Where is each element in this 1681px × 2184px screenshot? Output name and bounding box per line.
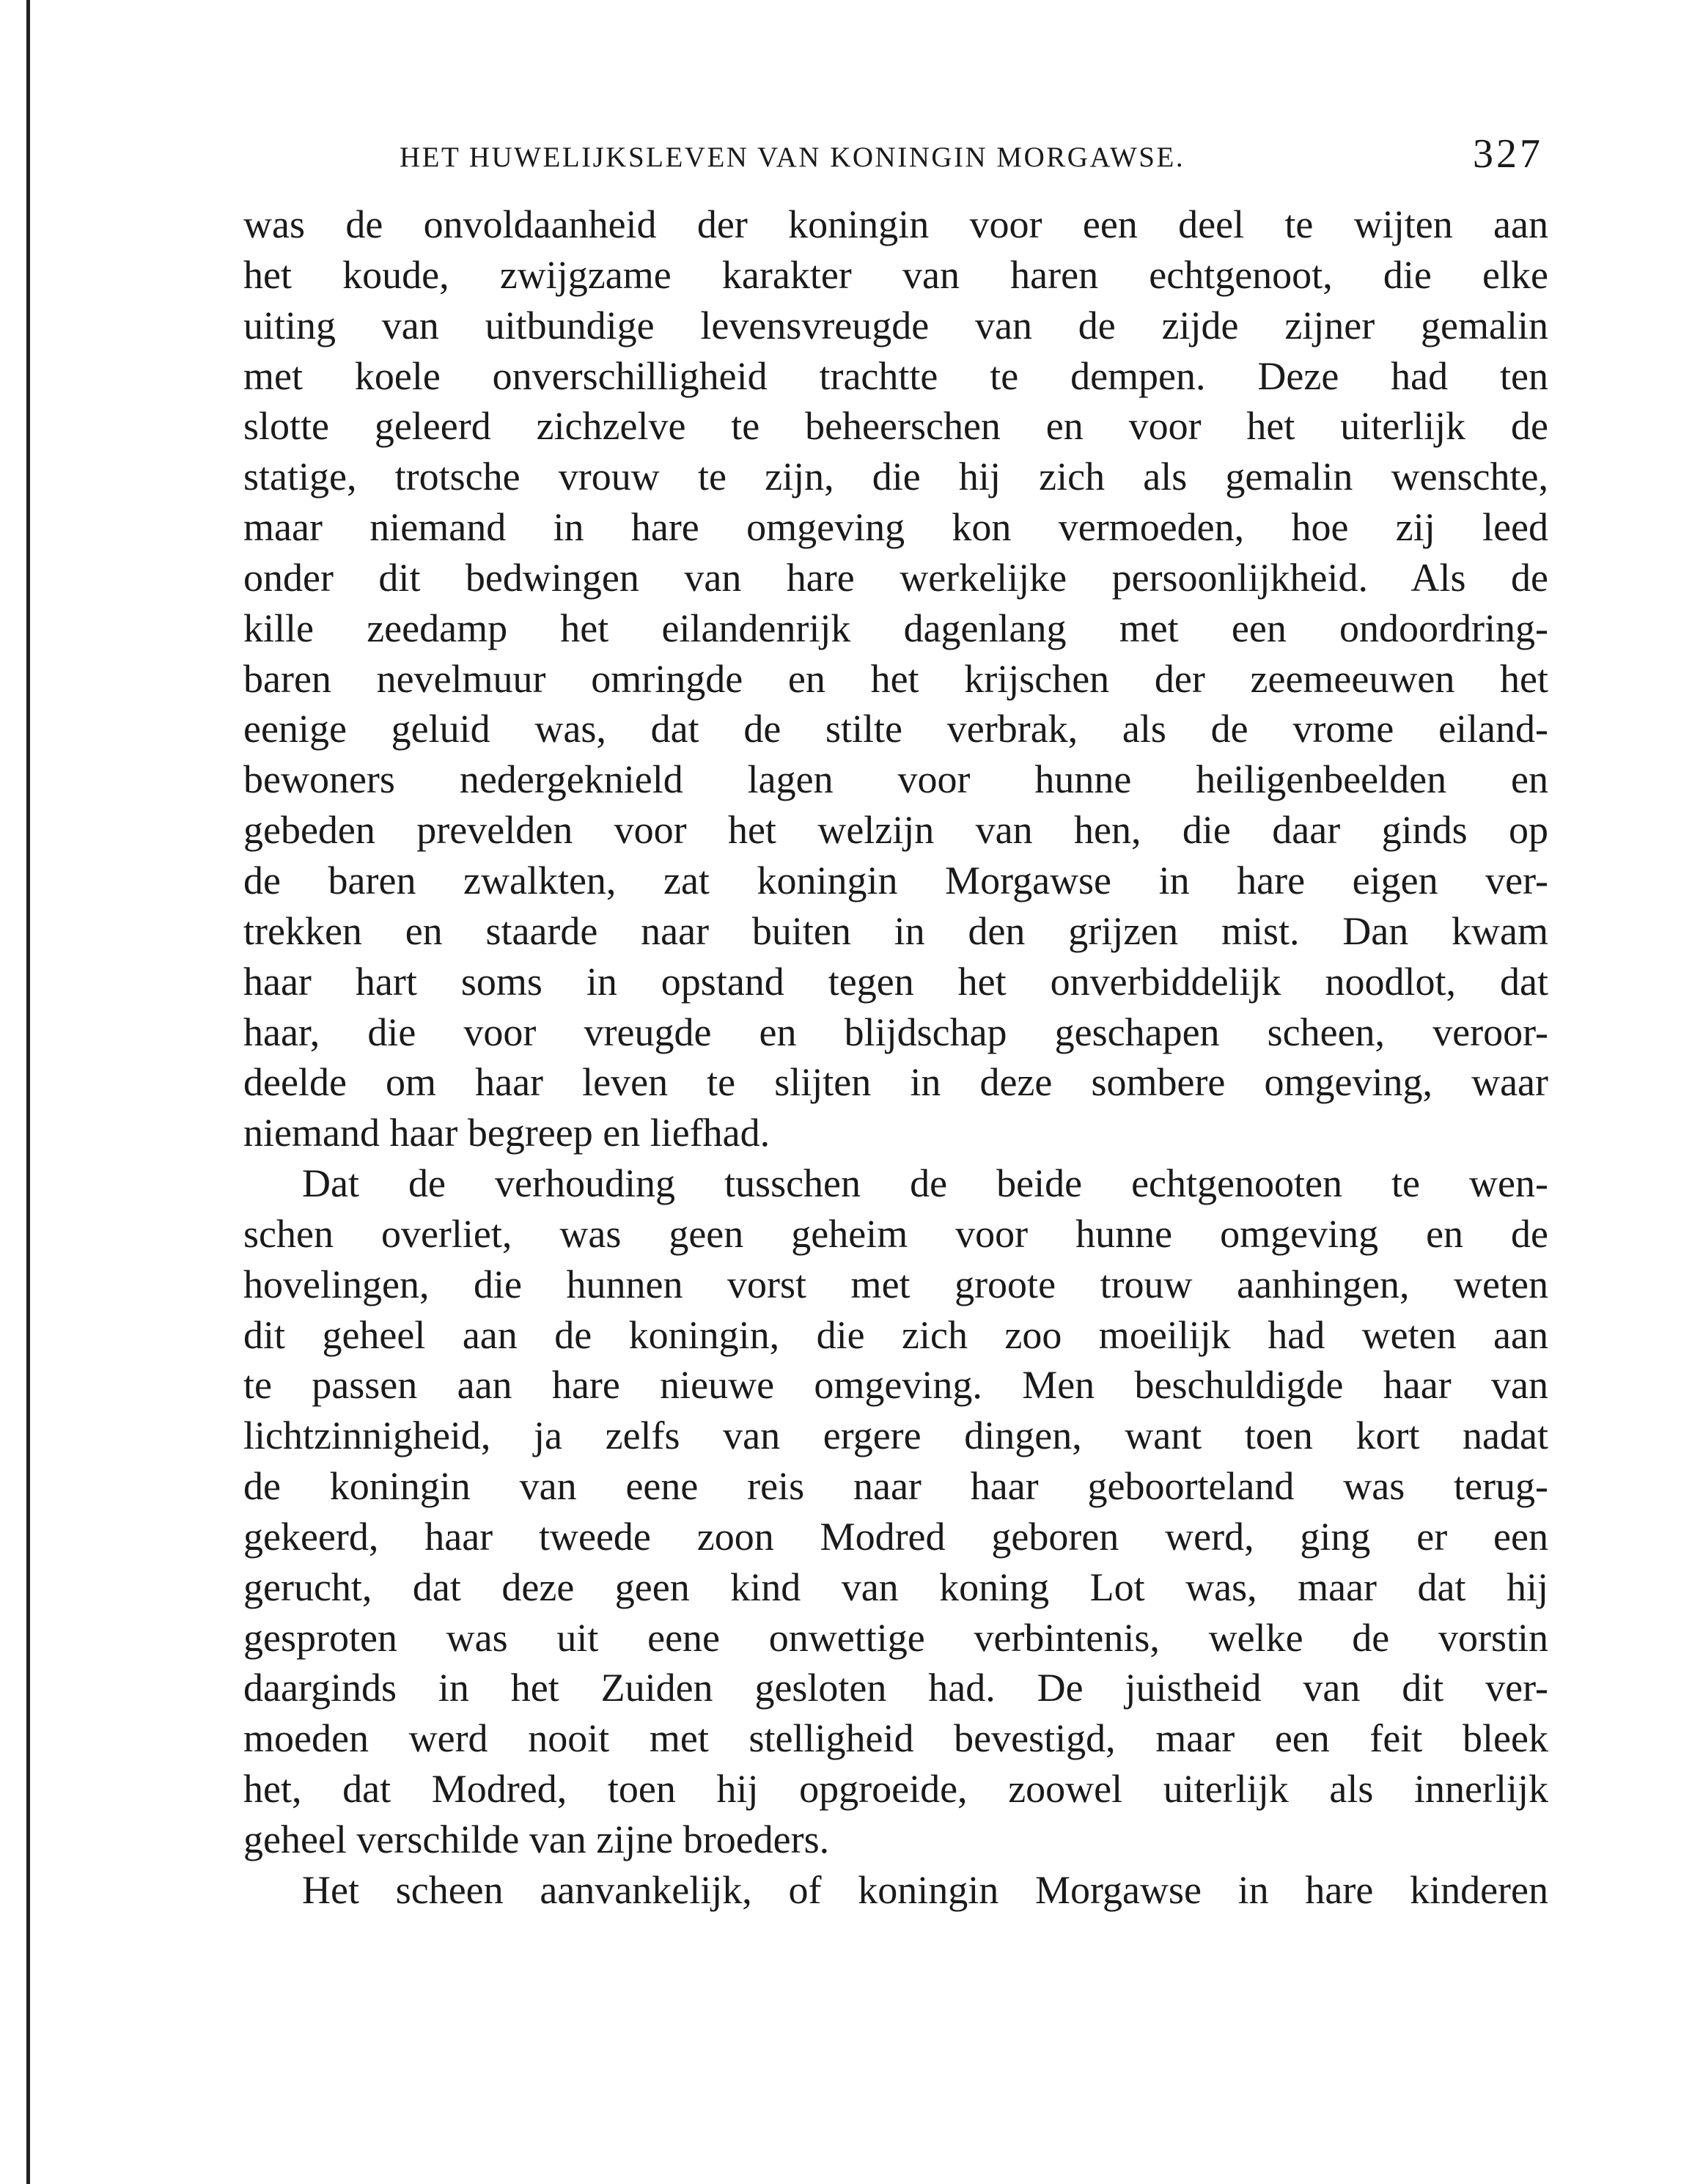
paragraph [243, 199, 1548, 1158]
text-line: dit geheel aan de koningin, die zich zoo moeilijk had weten aan [243, 1312, 1548, 1357]
text-line: niemand haar begreep en liefhad. [243, 1111, 770, 1155]
book-spine-edge [26, 0, 30, 2184]
text-line: slotte geleerd zichzelve te beheerschen en voor het uiterlijk de [243, 404, 1548, 449]
page-number: 327 [1473, 131, 1543, 177]
text-line: maar niemand in hare omgeving kon vermoeden, hoe zij leed [243, 505, 1548, 550]
text-line: was de onvoldaanheid der koningin voor een deel te wijten aan [243, 202, 1548, 246]
text-line: gesproten was uit eene onwettige verbintenis, welke de vorstin [243, 1615, 1548, 1660]
text-line: het koude, zwijgzame karakter van haren echtgenoot, die elke [243, 252, 1548, 297]
text-line: hovelingen, die hunnen vorst met groote trouw aanhingen, weten [243, 1262, 1548, 1306]
text-line: deelde om haar leven te slijten in deze sombere omgeving, waar [243, 1060, 1548, 1105]
text-line: haar hart soms in opstand tegen het onverbiddelijk noodlot, dat [243, 959, 1548, 1004]
text-line: schen overliet, was geen geheim voor hunne omgeving en de [243, 1211, 1548, 1256]
running-title: HET HUWELIJKSLEVEN VAN KONINGIN MORGAWSE. [400, 141, 1185, 173]
text-line: kille zeedamp het eilandenrijk dagenlang met een ondoordring- [243, 606, 1548, 650]
text-line: de koningin van eene reis naar haar geboorteland was terug- [243, 1464, 1548, 1509]
text-line: statige, trotsche vrouw te zijn, die hij zich als gemalin wenschte, [243, 455, 1548, 499]
text-line: het, dat Modred, toen hij opgroeide, zoowel uiterlijk als innerlijk [243, 1767, 1548, 1812]
text-line: de baren zwalkten, zat koningin Morgawse in hare eigen ver- [243, 858, 1548, 902]
text-line: Het scheen aanvankelijk, of koningin Morgawse in hare kinderen [302, 1867, 1548, 1912]
text-line: eenige geluid was, dat de stilte verbrak, als de vrome eiland- [243, 707, 1548, 751]
text-line: met koele onverschilligheid trachtte te dempen. Deze had ten [243, 353, 1548, 398]
text-line: haar, die voor vreugde en blijdschap geschapen scheen, veroor- [243, 1010, 1548, 1054]
text-line: Dat de verhouding tusschen de beide echtgenooten te wen- [302, 1161, 1548, 1206]
text-line: trekken en staarde naar buiten in den grijzen mist. Dan kwam [243, 908, 1548, 953]
body-text [243, 199, 1548, 1916]
text-line: lichtzinnigheid, ja zelfs van ergere dingen, want toen kort nadat [243, 1413, 1548, 1458]
text-line: gekeerd, haar tweede zoon Modred geboren werd, ging er een [243, 1514, 1548, 1559]
text-line: gebeden prevelden voor het welzijn van hen, die daar ginds op [243, 808, 1548, 853]
text-line: gerucht, dat deze geen kind van koning Lot was, maar dat hij [243, 1565, 1548, 1609]
text-line: uiting van uitbundige levensvreugde van de zijde zijner gemalin [243, 303, 1548, 348]
text-line: moeden werd nooit met stelligheid bevestigd, maar een feit bleek [243, 1716, 1548, 1761]
page-header [400, 130, 1543, 189]
text-line: baren nevelmuur omringde en het krijschen der zeemeeuwen het [243, 656, 1548, 701]
text-line: geheel verschilde van zijne broeders. [243, 1817, 830, 1861]
text-line: onder dit bedwingen van hare werkelijke persoonlijkheid. Als de [243, 555, 1548, 600]
text-line: daarginds in het Zuiden gesloten had. De juistheid van dit ver- [243, 1666, 1548, 1710]
text-line: bewoners nedergeknield lagen voor hunne heiligenbeelden en [243, 757, 1548, 802]
paragraph [243, 1865, 1548, 1916]
paragraph [243, 1158, 1548, 1865]
text-line: te passen aan hare nieuwe omgeving. Men beschuldigde haar van [243, 1363, 1548, 1408]
